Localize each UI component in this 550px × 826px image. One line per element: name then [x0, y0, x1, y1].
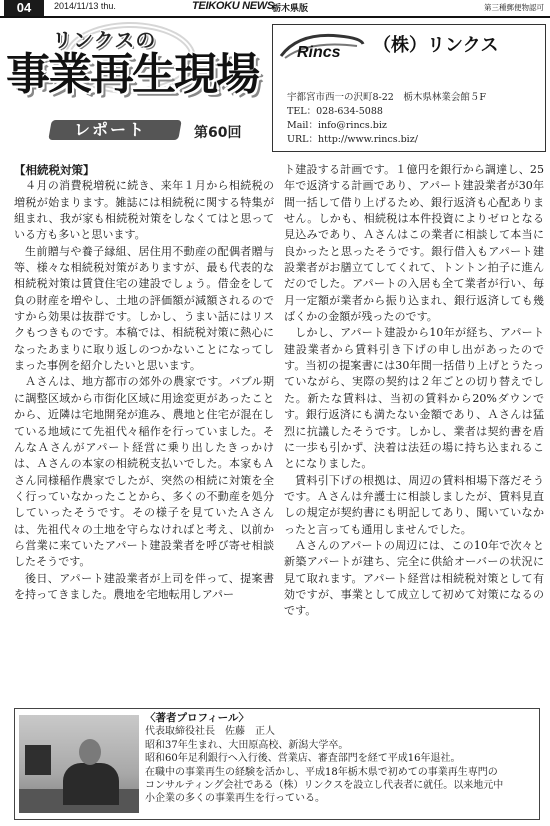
mail-class-label: 第三種郵便物認可	[484, 3, 544, 12]
profile-line: 昭和60年足利銀行へ入行後、営業店、審査部門を経て平成16年退社。	[145, 753, 461, 765]
company-contact	[287, 91, 486, 147]
installment-number: 第60回	[194, 125, 242, 141]
company-mail: Mail：info@rincs.biz	[287, 120, 387, 131]
author-profile-text	[145, 712, 503, 806]
column-title-block	[4, 22, 266, 150]
article-column-right	[284, 162, 544, 620]
title-main: 事業再生現場	[6, 49, 258, 100]
article-heading: 【相続税対策】	[14, 163, 95, 177]
profile-line: 昭和37年生まれ、大田原高校、新潟大学卒。	[145, 739, 349, 751]
article-paragraph: 後日、アパート建設業者が上司を伴って、提案書を持ってきました。農地を宅地転用しアパー	[14, 571, 274, 601]
article-paragraph: ト建設する計画です。１億円を銀行から調達し、25年で返済する計画であり、アパート建設業者が30年間一括して借り上げるため、銀行返済も心配ありません。しかも、相続税は本件投資によりゼロとなる見込みであり、Ａさんはこの業者に相談して本当に良かったと思ったそうです。銀行借入もアパート建設業者がお膳立てしてくれて、トントン拍子に進んだのでした。アパートの入居も全て業者が行い、毎月一定額が業者から振り込まれ、銀行返済しても幾ばくかの金額が残ったのです。	[284, 163, 544, 324]
page-header	[0, 0, 550, 18]
issue-date: 2014/11/13 thu.	[54, 1, 116, 11]
company-info-box	[272, 24, 546, 152]
profile-line: コンサルティング会社である（株）リンクスを設立し代表者に就任。以来地元中	[145, 780, 504, 792]
article-paragraph: しかし、アパート建設から10年が経ち、アパート建設業者から賃料引き下げの申し出があったのです。当初の提案書には30年間一括借り上げとうたっていながら、実際の契約は２年ごとの切り替えでした。新たな賃料は、当初の賃料から20%ダウンです。銀行返済にも満たない金額であり、Ａさんは猛烈に抗議したそうです。しかし、業者は契約書を盾に一歩も引かず、決着は法廷の場に持ち込まれることになりました。	[284, 326, 544, 471]
page-number: 04	[4, 0, 44, 16]
article-paragraph: Ａさんは、地方都市の郊外の農家です。バブル期に調整区域から市街化区域に用途変更があったことから、近隣は宅地開発が進み、農地と住宅が混在している地域にて先祖代々稲作を行っていました。そんなＡさんがアパート経営に乗り出したきっかけは、Ａさんの本家の相続税支払いでした。本家もＡさん同様稲作農家でしたが、突然の相続に対策を全く行っていなかったことから、多くの不動産を処分していったそうです。その様子を見ていたＡさんは、先祖代々の土地を守らなければと考え、以前から営業に来ていたアパート建設業者を呼び寄せ相談したそうです。	[14, 375, 274, 569]
author-profile-box	[14, 708, 540, 820]
company-address: 宇都宮市西一の沢町8-22 栃木県林業会館５F	[287, 92, 486, 103]
company-url: URL：http://www.rincs.biz/	[287, 134, 418, 145]
author-photo	[19, 715, 139, 813]
article-paragraph: 賃料引下げの根拠は、周辺の賃料相場下落だそうです。Ａさんは弁護士に相談しましたが、賃料見直しの規定が契約書にも明記してあり、聞いていなかったと言っても通用しませんでした。	[284, 473, 544, 536]
profile-line: 小企業の多くの事業再生を行っている。	[145, 793, 325, 805]
profile-title: 〈著者プロフィール〉	[145, 712, 249, 724]
company-name: （株）リンクス	[373, 35, 499, 56]
newspaper-name: TEIKOKU NEWS	[192, 0, 274, 12]
edition-label: 栃木県版	[272, 4, 309, 14]
profile-line: 代表取締役社長 佐藤 正人	[145, 726, 275, 738]
article-paragraph: ４月の消費税増税に続き、来年１月から相続税の増税が始まります。雑誌には相続税に関する特集が組まれ、我が家も相続税対策をしなくてはと思っている方も多いと思います。	[14, 179, 274, 242]
svg-text:Rincs: Rincs	[297, 44, 341, 61]
article-column-left	[14, 162, 274, 603]
title-sub: リンクスの	[52, 28, 157, 52]
profile-line: 在職中の事業再生の経験を活かし、平成18年栃木県で初めての事業再生専門の	[145, 766, 498, 778]
article-paragraph: 生前贈与や養子縁組、居住用不動産の配偶者贈与等、様々な相続税対策がありますが、最も代表的な相続税対策は賃貸住宅の建設でしょう。借金をして負の財産を増やし、土地の評価額が減額されるのですから効果は抜群です。しかし、うまい話にはリスクもつきものです。本稿では、相続税対策に熱心になったあまりに取り返しのつかないことになってしまった事例を紹介したいと思います。	[14, 244, 274, 373]
article-paragraph: Ａさんのアパートの周辺には、この10年で次々と新築アパートが建ち、完全に供給オーバーの状況に見て取れます。アパート経営は相続税対策として有効ですが、事業として成立して初めて対策になるのです。	[284, 538, 544, 618]
report-label: レポート	[74, 120, 147, 139]
company-tel: TEL：028-634-5088	[287, 106, 383, 117]
rincs-logo-icon	[279, 30, 365, 62]
